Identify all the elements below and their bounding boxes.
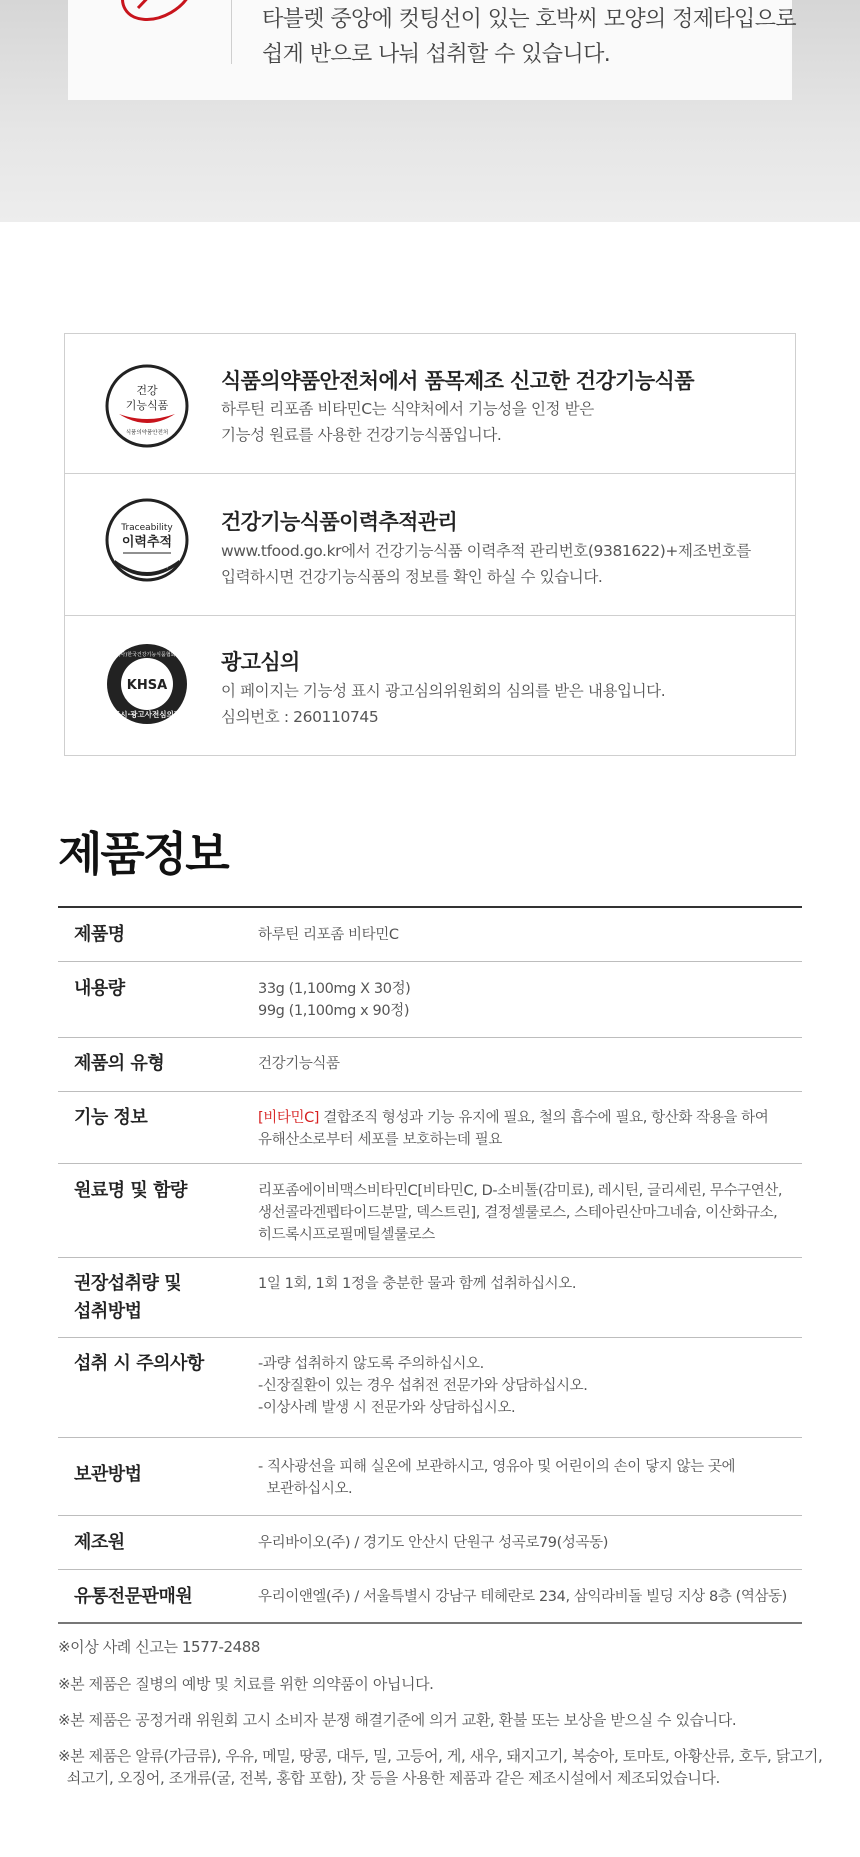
row-value	[258, 978, 410, 1022]
tablet-description	[262, 2, 796, 72]
value-line: 보관하십시오.	[258, 1481, 353, 1497]
tablet-icon	[108, 0, 208, 40]
tablet-feature-card	[68, 0, 797, 100]
cert-description	[221, 678, 665, 730]
cert-desc-line: 기능성 원료를 사용한 건강기능식품입니다.	[221, 426, 502, 444]
notice-item: ※이상 사례 신고는 1577-2488	[58, 1638, 261, 1656]
cert-row-traceability	[65, 474, 795, 616]
row-value	[258, 1353, 587, 1419]
table-row	[58, 1038, 802, 1092]
row-value	[258, 924, 399, 946]
table-row	[58, 1164, 802, 1258]
row-label: 원료명 및 함량	[74, 1180, 187, 1201]
svg-text:기능식품: 기능식품	[125, 399, 169, 412]
table-row	[58, 1438, 802, 1516]
product-info-table	[58, 906, 802, 1624]
label-line: 권장섭취량 및	[74, 1273, 182, 1294]
value-line: 33g (1,100mg X 30정)	[258, 981, 411, 997]
value-line: 리포좀에이비맥스비타민C[비타민C, D-소비톨(감미료), 레시틴, 글리세린, 무수구연산,	[258, 1183, 783, 1199]
cert-desc-line: 하루틴 리포좀 비타민C는 식약처에서 기능성을 인정 받은	[221, 400, 594, 418]
table-row	[58, 1258, 802, 1338]
value-line: 우리바이오(주) / 경기도 안산시 단원구 성곡로79(성곡동)	[258, 1535, 608, 1551]
row-label: 보관방법	[74, 1464, 142, 1485]
value-line: 우리이앤엘(주) / 서울특별시 강남구 테헤란로 234, 삼익라비돌 빌딩 지상 8층 (역삼동)	[258, 1589, 787, 1605]
row-label	[74, 1270, 181, 1326]
row-value	[258, 1456, 735, 1500]
row-label: 섭취 시 주의사항	[74, 1353, 204, 1374]
row-value	[258, 1107, 768, 1151]
table-row	[58, 1338, 802, 1438]
description-line: 타블렛 중앙에 컷팅선이 있는 호박씨 모양의 정제타입으로	[262, 7, 797, 32]
health-functional-food-badge-icon	[105, 364, 189, 448]
cert-title: 광고심의	[221, 650, 300, 674]
row-value	[258, 1053, 340, 1075]
label-line: 섭취방법	[74, 1301, 142, 1322]
row-label: 제품의 유형	[74, 1053, 165, 1074]
cert-row-ad-review	[65, 616, 795, 755]
svg-text:(사)한국건강기능식품협회: (사)한국건강기능식품협회	[118, 652, 176, 658]
svg-text:KHSA: KHSA	[126, 678, 168, 693]
row-value	[258, 1586, 787, 1608]
svg-text:이력추적: 이력추적	[121, 535, 173, 550]
table-row	[58, 962, 802, 1038]
value-line: 하루틴 리포좀 비타민C	[258, 927, 399, 943]
top-banner	[0, 0, 860, 222]
row-label: 유통전문판매원	[74, 1586, 193, 1607]
table-row	[58, 908, 802, 962]
svg-text:표시·광고사전심의필: 표시·광고사전심의필	[112, 710, 182, 719]
vitamin-c-highlight: [비타민C]	[258, 1110, 320, 1126]
cert-desc-line: 심의번호 : 260110745	[221, 708, 379, 726]
notice-line: ※본 제품은 알류(가금류), 우유, 메밀, 땅콩, 대두, 밀, 고등어, 게, 새우, 돼지고기, 복숭아, 토마토, 아황산류, 호두, 닭고기,	[58, 1747, 823, 1765]
value-line: -신장질환이 있는 경우 섭취전 전문가와 상담하십시오.	[258, 1378, 588, 1394]
row-label: 제조원	[74, 1532, 125, 1553]
table-row	[58, 1570, 802, 1624]
cert-row-health-functional-food	[65, 334, 795, 474]
value-line	[258, 1107, 768, 1129]
svg-text:건강: 건강	[136, 384, 158, 397]
row-label: 기능 정보	[74, 1107, 148, 1128]
product-info-title: 제품정보	[58, 827, 228, 881]
row-label: 제품명	[74, 924, 125, 945]
svg-text:식품의약품안전처: 식품의약품안전처	[125, 430, 169, 436]
cert-desc-line: 이 페이지는 기능성 표시 광고심의위원회의 심의를 받은 내용입니다.	[221, 682, 666, 700]
cert-title: 건강기능식품이력추적관리	[221, 510, 458, 534]
value-line: 99g (1,100mg x 90정)	[258, 1003, 410, 1019]
value-line: -이상사례 발생 시 전문가와 상담하십시오.	[258, 1400, 516, 1416]
notice-item: ※본 제품은 질병의 예방 및 치료를 위한 의약품이 아닙니다.	[58, 1675, 434, 1693]
table-row	[58, 1516, 802, 1570]
row-value	[258, 1532, 608, 1554]
value-line: -과량 섭취하지 않도록 주의하십시오.	[258, 1356, 484, 1372]
value-text: 결합조직 형성과 기능 유지에 필요, 철의 흡수에 필요, 항산화 작용을 하여	[319, 1110, 769, 1126]
row-value	[258, 1180, 782, 1246]
divider	[231, 0, 232, 64]
row-label: 내용량	[74, 978, 125, 999]
svg-text:Traceability: Traceability	[121, 523, 173, 533]
value-line: 유해산소로부터 세포를 보호하는데 필요	[258, 1132, 502, 1148]
cert-description	[221, 396, 594, 448]
value-line: 생선콜라겐펩타이드분말, 덱스트린], 결정셀룰로스, 스테아린산마그네슘, 이산화규소,	[258, 1205, 778, 1221]
notice-item	[58, 1745, 822, 1789]
notice-line: 쇠고기, 오징어, 조개류(굴, 전복, 홍합 포함), 잣 등을 사용한 제품과 같은 제조시설에서 제조되었습니다.	[58, 1769, 720, 1787]
certification-box	[64, 333, 796, 756]
cert-title: 식품의약품안전처에서 품목제조 신고한 건강기능식품	[221, 369, 694, 393]
value-line: 히드록시프로필메틸셀룰로스	[258, 1227, 435, 1243]
value-line: 1일 1회, 1회 1정을 충분한 물과 함께 섭취하십시오.	[258, 1276, 577, 1292]
row-value	[258, 1273, 576, 1295]
traceability-badge-icon	[105, 498, 189, 582]
notice-item: ※본 제품은 공정거래 위원회 고시 소비자 분쟁 해결기준에 의거 교환, 환불 또는 보상을 받으실 수 있습니다.	[58, 1711, 737, 1729]
description-line: 쉽게 반으로 나눠 섭취할 수 있습니다.	[262, 42, 611, 67]
cert-desc-line: www.tfood.go.kr에서 건강기능식품 이력추적 관리번호(9381622)+제조번호를	[221, 542, 751, 560]
value-line: - 직사광선을 피해 실온에 보관하시고, 영유아 및 어린이의 손이 닿지 않는 곳에	[258, 1459, 736, 1475]
cert-description	[221, 538, 751, 590]
value-line: 건강기능식품	[258, 1056, 340, 1072]
table-row	[58, 1092, 802, 1164]
cert-desc-line: 입력하시면 건강기능식품의 정보를 확인 하실 수 있습니다.	[221, 568, 603, 586]
svg-text:식품의약품안전처: 식품의약품안전처	[125, 564, 169, 570]
khsa-review-badge-icon	[105, 642, 189, 726]
